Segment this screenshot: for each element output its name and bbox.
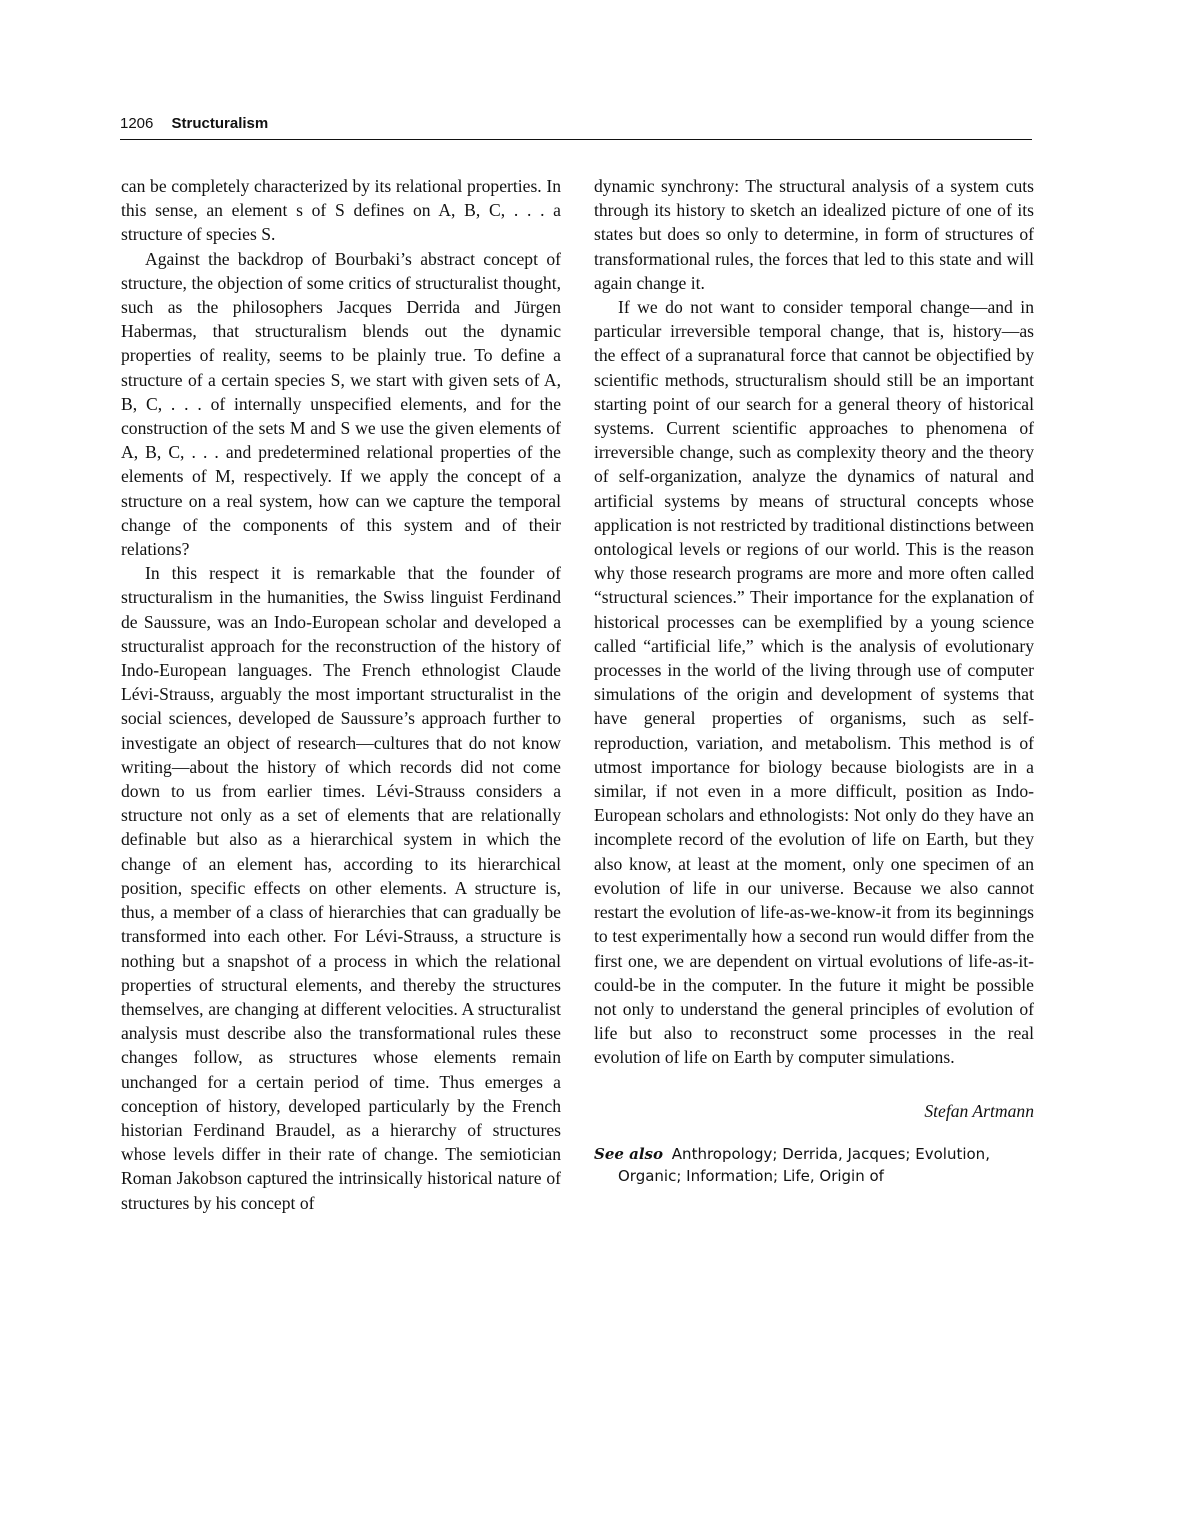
paragraph: can be completely characterized by its relational properties. In this sense, an element s of S defines on A, B, C, . . . a structure of species S.	[121, 176, 561, 245]
see-also-text: Anthropology; Derrida, Jacques; Evolution, Organic; Information; Life, Origin of	[618, 1144, 990, 1185]
author-signature: Stefan Artmann	[924, 1100, 1034, 1121]
left-column	[121, 174, 561, 1215]
right-column	[594, 174, 1034, 1187]
paragraph: dynamic synchrony: The structural analysis of a system cuts through its history to sketch an idealized picture of one of its states but does so only to determine, in form of structures of transformational rules, the forces that led to this state and will again change it.	[594, 176, 1034, 293]
paragraph: In this respect it is remarkable that the founder of structuralism in the humanities, the Swiss linguist Ferdinand de Saussure, was an Indo-European scholar and developed a structuralist approach for the reconstruction of the history of Indo-European languages. The French ethnologist Claude Lévi-Strauss, arguably the most important structuralist in the social sciences, developed de Saussure’s approach further to investigate an object of research—cultures that do not know writing—about the history of which records did not come down to us from earlier times. Lévi-Strauss considers a structure not only as a set of elements that are relationally definable but also as a hierarchical system in which the change of an element has, according to its hierarchical position, specific effects on other elements. A structure is, thus, a member of a class of hierarchies that can gradually be transformed into each other. For Lévi-Strauss, a structure is nothing but a snapshot of a process in which the relational properties of structural elements, and thereby the structures themselves, are changing at different velocities. A structuralist analysis must describe also the transformational rules these changes follow, as structures whose elements remain unchanged for a certain period of time. Thus emerges a conception of history, developed particularly by the French historian Ferdinand Braudel, as a hierarchy of structures whose levels differ in their rate of change. The semiotician Roman Jakobson captured the intrinsically historical nature of structures by his concept of	[121, 563, 561, 1213]
paragraph: Against the backdrop of Bourbaki’s abstract concept of structure, the objection of some critics of structuralist thought, such as the philosophers Jacques Derrida and Jürgen Habermas, that structuralism blends out the dynamic properties of reality, seems to be plainly true. To define a structure of a certain species S, we start with given sets of A, B, C, . . . of internally unspecified elements, and for the construction of the sets M and S we use the given elements of A, B, C, . . . and predetermined relational properties of the elements of M, respectively. If we apply the concept of a structure on a real system, how can we capture the temporal change of the components of this system and of their relations?	[121, 248, 561, 560]
see-also-references	[594, 1143, 1034, 1187]
page-number: 1206	[120, 115, 154, 132]
see-also-label: See also	[594, 1144, 664, 1163]
paragraph: If we do not want to consider temporal change—and in particular irreversible temporal change, that is, history—as the effect of a supranatural force that cannot be objectified by scientific methods, structuralism should still be an important starting point of our search for a general theory of historical systems. Current scientific approaches to phenomena of irreversible change, such as complexity theory and the theory of self-organization, analyze the dynamics of natural and artificial systems by means of structural concepts whose application is not restricted by traditional distinctions between ontological levels or regions of our world. This is the reason why those research programs are more and more often called “structural sciences.” Their importance for the explanation of historical processes can be exemplified by a young science called “artificial life,” which is the analysis of evolutionary processes in the world of the living through use of computer simulations of the origin and development of systems that have general properties of organisms, such as self-reproduction, variation, and metabolism. This method is of utmost importance for biology because biologists are in a similar, if not even in a more difficult, position as Indo-European scholars and ethnologists: Not only do they have an incomplete record of the evolution of life on Earth, but they also know, at least at the moment, only one specimen of an evolution of life in our universe. Because we also cannot restart the evolution of life-as-we-know-it from its beginnings to test experimentally how a second run would differ from the first one, we are dependent on virtual evolutions of life-as-it-could-be in the computer. In the future it might be possible not only to understand the general principles of evolution of life but also to reconstruct some processes in the real evolution of life on Earth by computer simulations.	[594, 297, 1034, 1068]
running-header	[120, 113, 1032, 140]
section-title: Structuralism	[171, 115, 269, 132]
